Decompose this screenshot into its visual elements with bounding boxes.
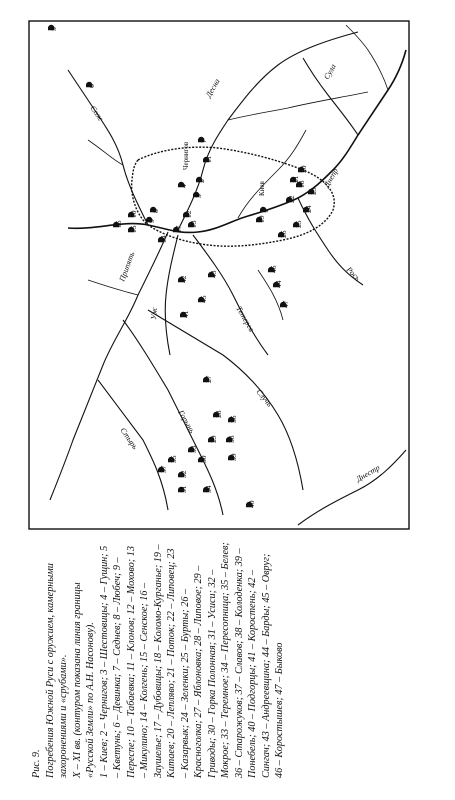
site-number: 11 — [204, 155, 213, 163]
site-number: 15 — [129, 225, 138, 233]
site-number: 13 — [189, 220, 198, 228]
label-sula: Сула — [321, 62, 338, 81]
site-number: 16 — [114, 220, 123, 228]
river-vorskla — [346, 25, 388, 90]
label-dniester: Днестр — [354, 463, 382, 484]
figure-title: Погребения Южной Руси с оружием, камерными захоронениями и «срубами». — [44, 563, 69, 778]
site-number: 12 — [184, 210, 193, 218]
site-number: 8 — [151, 209, 160, 213]
site-number: 28 — [214, 410, 223, 418]
site-number: 32 — [179, 470, 188, 478]
label-ros: Рось — [344, 265, 363, 283]
site-number: 39 — [229, 453, 238, 461]
label-styr: Стырь — [118, 425, 140, 452]
site-number: 33 — [189, 445, 198, 453]
river-dnieper — [68, 50, 406, 232]
site-number: 43 — [209, 270, 218, 278]
river-trubezh — [238, 130, 306, 218]
site-number: 9 — [147, 219, 156, 223]
label-desna: Десна — [203, 77, 222, 99]
site-number: 10 — [129, 210, 138, 218]
site-number: 26 — [279, 230, 288, 238]
site-number: 7 — [199, 139, 208, 143]
river-sozh — [68, 70, 148, 225]
figure-label: Рис. 9. — [31, 749, 42, 778]
label-teterev: Тетерев — [234, 304, 257, 334]
site-number: 27 — [204, 375, 213, 383]
river-pripyat — [50, 232, 168, 500]
site-number: 19 — [257, 215, 266, 223]
site-number: 20 — [299, 165, 308, 173]
label-uzh: Уж — [149, 306, 160, 321]
site-number: 3 — [194, 194, 203, 198]
river-teterev — [193, 235, 268, 355]
site-number: 29 — [209, 435, 218, 443]
site-number: 36 — [229, 415, 238, 423]
label-sozh: Сож — [88, 103, 106, 123]
map-figure — [28, 20, 410, 530]
site-markers — [48, 25, 318, 508]
site-number: 38 — [227, 435, 236, 443]
label-sluch: Случь — [254, 387, 275, 409]
site-number: 5 — [49, 27, 58, 31]
site-number: 25 — [294, 220, 303, 228]
site-number: 30 — [199, 455, 208, 463]
figure-caption — [30, 542, 287, 778]
river-tributary — [88, 140, 123, 165]
site-number: 42 — [179, 275, 188, 283]
map-svg — [28, 20, 410, 530]
river-tributary — [258, 270, 283, 320]
site-number: 24 — [304, 205, 313, 213]
site-number: 2 — [197, 179, 206, 183]
site-number: 47 — [281, 300, 290, 308]
site-number: 17 — [174, 225, 183, 233]
site-number: 21 — [291, 175, 300, 183]
city-kiev: Киев — [258, 181, 266, 196]
site-number: 1 — [261, 209, 270, 213]
figure-legend: 1 – Киев; 2 – Чернигов; 3 – Шестовицы; 4 – Гущин; 5 – Кветунь; 6 – Девинка; 7 – Седнев; 8 – Любеч; 9 – Переспе; 10 – Табаевка; 11 – Клонов; 12 – Мохово; 13 – Микулино; 14 – Колгень; 15 – Сенское; 16 – Заушелье; 17 – Дубовицы; 18 – Коломо-Курганье; 19 – Китаев; 20 – Лепляво; 21 – Поток; 22 – Липовец; 23 – Казарвык; 24 – Зеленки; 25 – Бурты; 26 – Красноголка; 27 – Яблоновка; 28 – Липовое; 29 – Гриводы; 30 – Горка Полонная; 31 – Усиси; 32 – Мокрое; 33 – Теремное; 34 – Пересопница; 35 – Белев; 36 – Старожуков; 37 – Славов; 38 – Колоденка; 39 – Понебель; 40 – Подгорцы; 41 – Коростень; 42 – Сингач; 43 – Андреевщина; 44 – Барды; 45 – Овруг; 46 – Коростышев; 47 – Быково — [98, 542, 285, 778]
site-number: 31 — [179, 485, 188, 493]
site-number: 23 — [309, 187, 318, 195]
site-number: 18 — [297, 180, 306, 188]
river-desna — [178, 32, 358, 230]
city-chernigov: Чернигов — [182, 141, 190, 170]
site-number: 35 — [169, 455, 178, 463]
river-seim — [228, 92, 368, 120]
label-dnieper: Днепр — [321, 166, 341, 189]
label-pripyat: Припять — [117, 250, 137, 283]
site-number: 4 — [179, 184, 188, 188]
russkaya-zemlya-border — [132, 147, 335, 246]
site-number: 44 — [274, 280, 283, 288]
site-number: 14 — [159, 235, 168, 243]
river-tributary — [88, 280, 138, 295]
site-number: 45 — [199, 295, 208, 303]
site-number: 34 — [204, 485, 213, 493]
river-dniester — [298, 450, 406, 525]
site-number: 40 — [247, 500, 256, 508]
label-goryn: Горынь — [176, 408, 197, 435]
site-number: 46 — [269, 265, 278, 273]
site-number: 22 — [287, 195, 296, 203]
river-uzh — [165, 235, 178, 355]
site-number: 6 — [87, 84, 96, 88]
site-number: 41 — [181, 310, 190, 318]
figure-period: X – XI вв. (контуром показана линия границы «Русской Земли» по А.Н. Насонову). — [71, 582, 96, 778]
site-number: 37 — [159, 465, 168, 473]
